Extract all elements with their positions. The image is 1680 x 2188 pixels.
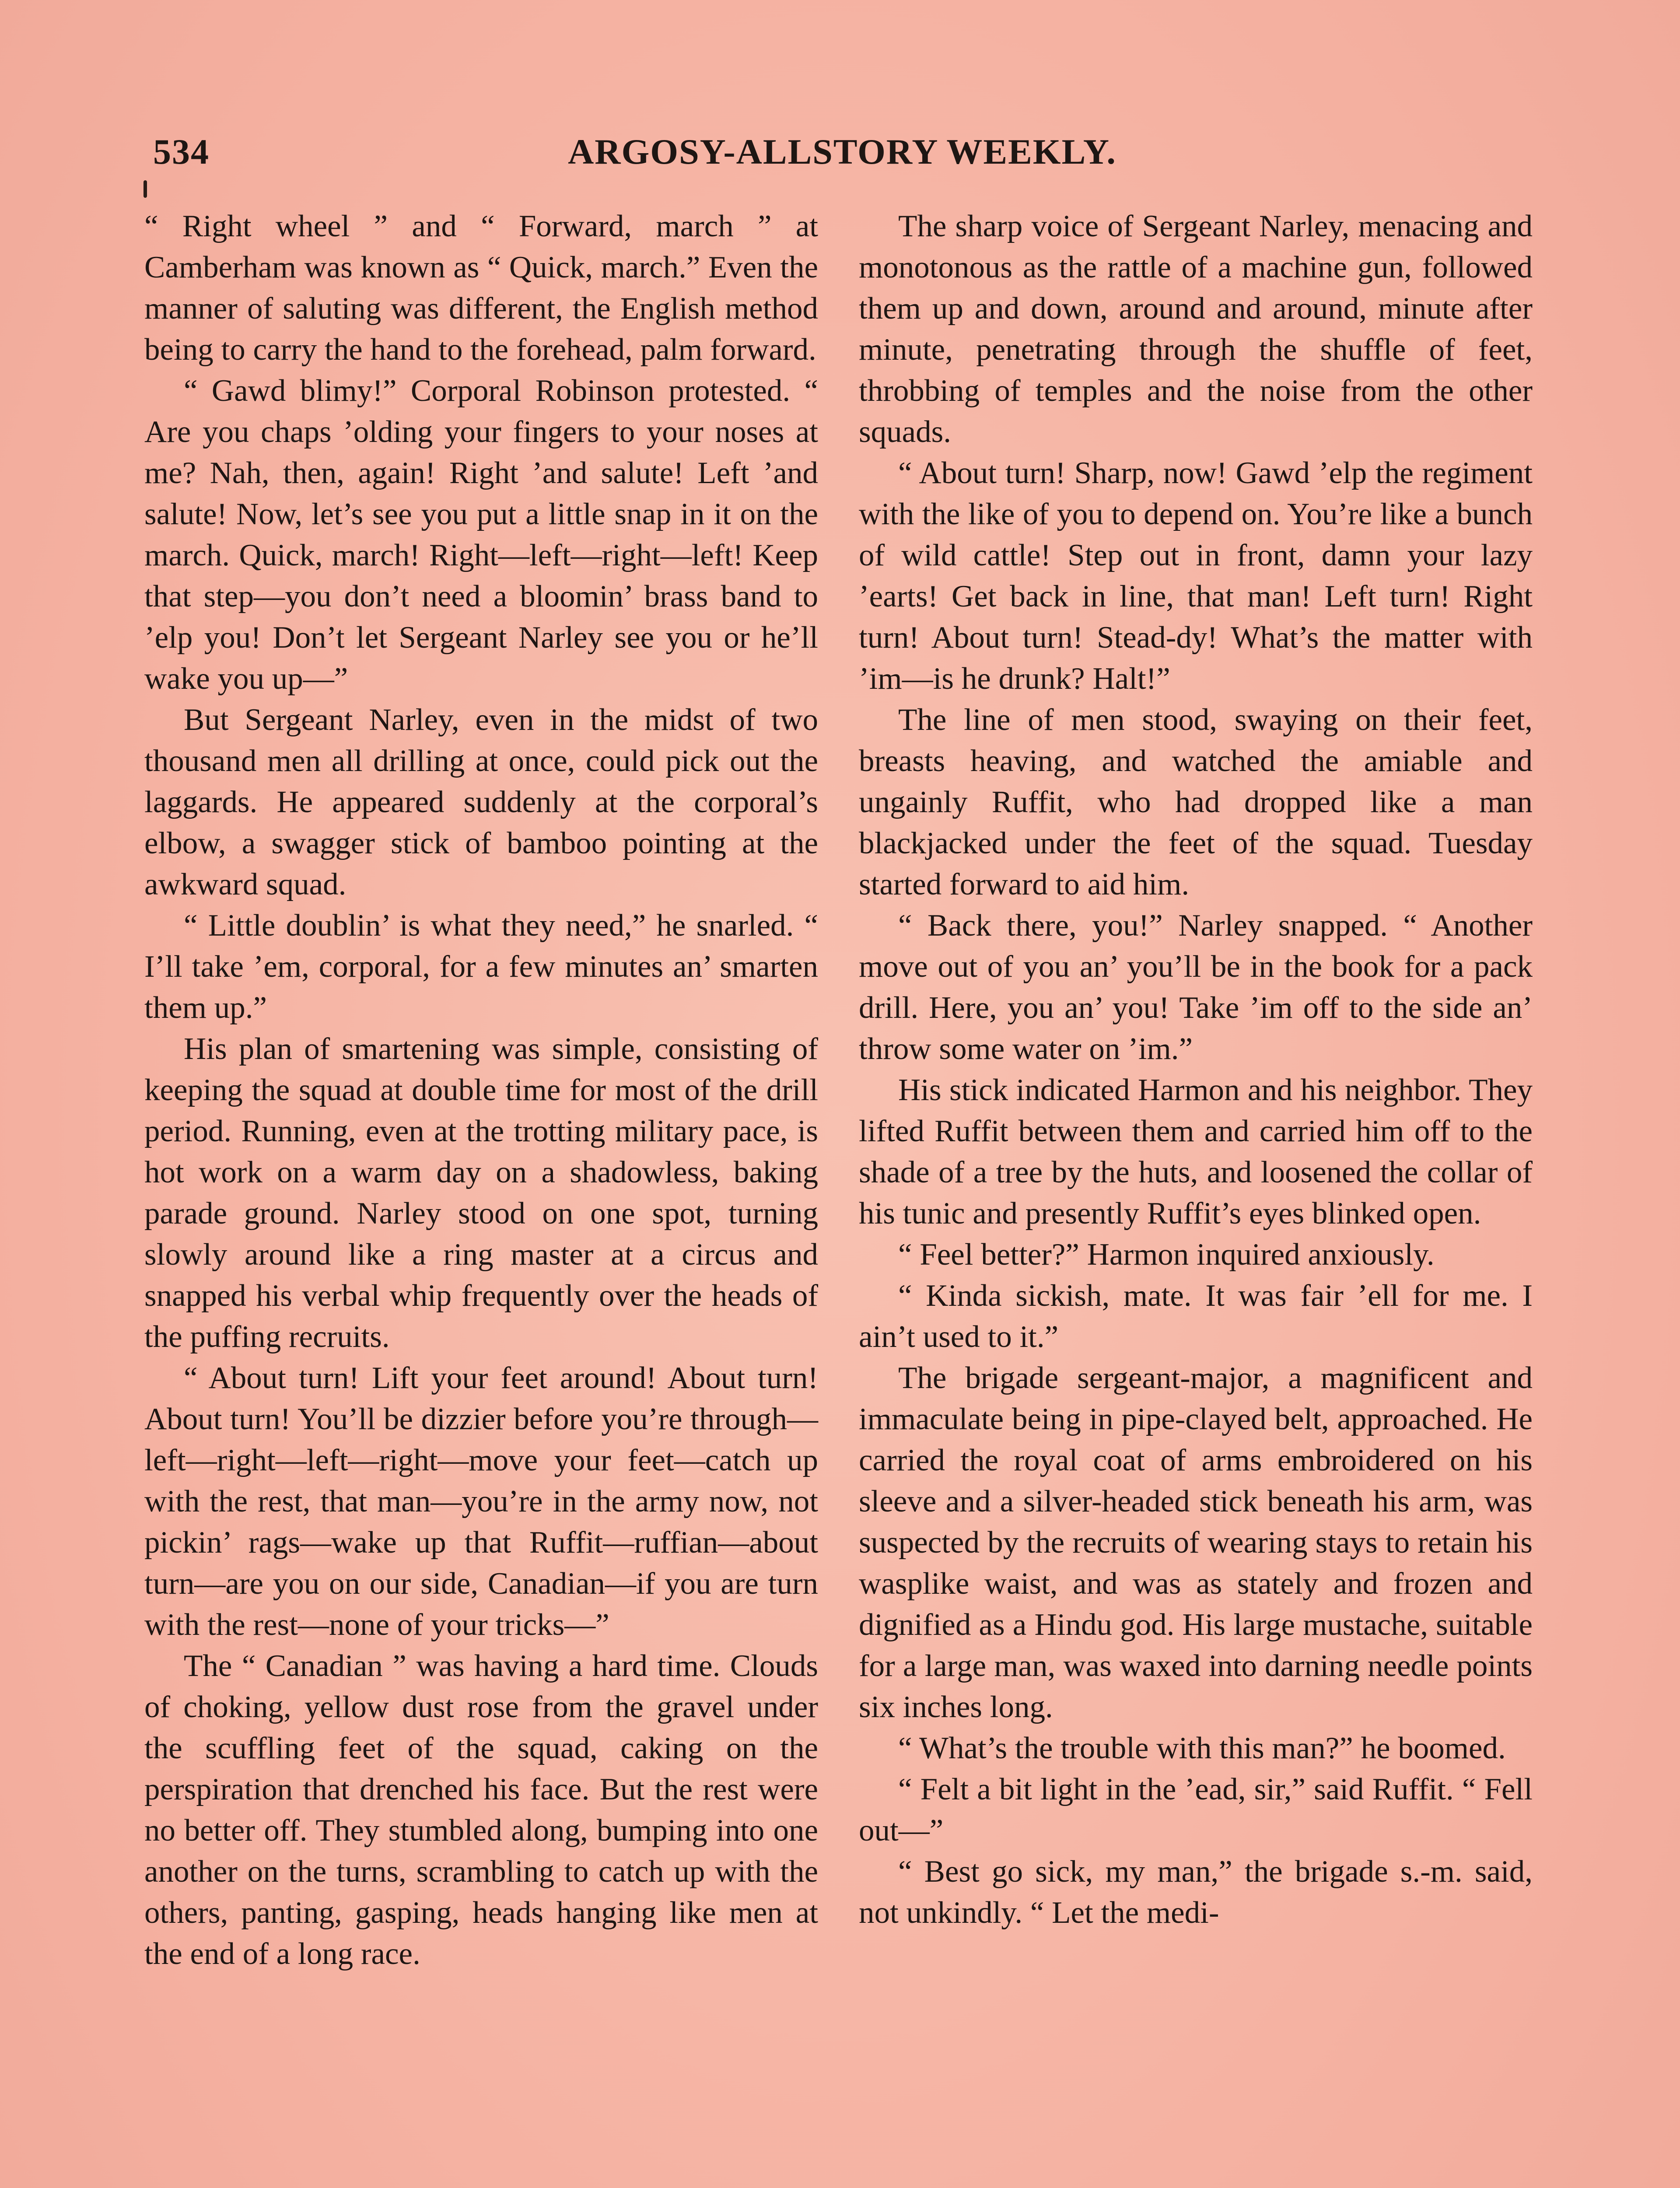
paragraph: “ Back there, you!” Narley snapped. “ Another move out of you an’ you’ll be in the book for a pack drill. Here, you an’ you! Take ’im off to the side an’ throw some water on ’im.” xyxy=(859,908,1533,1066)
paragraph: The line of men stood, swaying on their feet, breasts heaving, and watched the amiable and ungainly Ruffit, who had dropped like a man blackjacked under the feet of the squad. Tuesday started forward to aid him. xyxy=(859,703,1533,901)
paragraph: “ Felt a bit light in the ’ead, sir,” said Ruffit. “ Fell out—” xyxy=(859,1772,1533,1848)
page-header xyxy=(144,131,1540,179)
paragraph: But Sergeant Narley, even in the midst of two thousand men all drilling at once, could pick out the laggards. He appeared suddenly at the corporal’s elbow, a swagger stick of bamboo pointing at the awkward squad. xyxy=(144,703,818,901)
print-mark xyxy=(144,180,147,198)
paragraph: The brigade sergeant-major, a magnificent and immaculate being in pipe-clayed belt, approached. He carried the royal coat of arms embroidered on his sleeve and a silver-headed stick beneath his arm, was suspected by the recruits of wearing stays to retain his wasplike waist, and was as stately and frozen and dignified as a Hindu god. His large mustache, suitable for a large man, was waxed into darning needle points six inches long. xyxy=(859,1361,1533,1724)
paragraph: “ About turn! Lift your feet around! About turn! About turn! You’ll be dizzier before you’re through—left—right—left—right—move your feet—catch up with the rest, that man—you’re in the army now, not pickin’ rags—wake up that Ruffit—ruffian—about turn—are you on our side, Canadian—if you are turn with the rest—none of your tricks—” xyxy=(144,1361,818,1642)
paragraph: “ Gawd blimy!” Corporal Robinson protested. “ Are you chaps ’olding your fingers to your noses at me? Nah, then, again! Right ’and salute! Left ’and salute! Now, let’s see you put a little snap in it on the march. Quick, march! Right—left—right—left! Keep that step—you don’t need a bloomin’ brass band to ’elp you! Don’t let Sergeant Narley see you or he’ll wake you up—” xyxy=(144,374,818,696)
paragraph: His stick indicated Harmon and his neighbor. They lifted Ruffit between them and carried him off to the shade of a tree by the huts, and loosened the collar of his tunic and presently Ruffit’s eyes blinked open. xyxy=(859,1073,1533,1231)
paragraph: “ Best go sick, my man,” the brigade s.-m. said, not unkindly. “ Let the medi- xyxy=(859,1855,1533,1930)
left-column xyxy=(144,206,818,2188)
paragraph: “ About turn! Sharp, now! Gawd ’elp the regiment with the like of you to depend on. You’re like a bunch of wild cattle! Step out in front, damn your lazy ’earts! Get back in line, that man! Left turn! Right turn! About turn! Stead-dy! What’s the matter with ’im—is he drunk? Halt!” xyxy=(859,456,1533,696)
paragraph: His plan of smartening was simple, consisting of keeping the squad at double time for most of the drill period. Running, even at the trotting military pace, is hot work on a warm day on a shadowless, baking parade ground. Narley stood on one spot, turning slowly around like a ring master at a circus and snapped his verbal whip frequently over the heads of the puffing recruits. xyxy=(144,1032,818,1354)
paragraph: The “ Canadian ” was having a hard time. Clouds of choking, yellow dust rose from the gravel under the scuffling feet of the squad, caking on the perspiration that drenched his face. But the rest were no better off. They stumbled along, bumping into one another on the turns, scrambling to catch up with the others, panting, gasping, heads hanging like men at the end of a long race. xyxy=(144,1649,818,1971)
page-number: 534 xyxy=(153,132,210,172)
paragraph: “ Little doublin’ is what they need,” he snarled. “ I’ll take ’em, corporal, for a few minutes an’ smarten them up.” xyxy=(144,908,818,1025)
paragraph: “ What’s the trouble with this man?” he boomed. xyxy=(898,1731,1506,1765)
paragraph: The sharp voice of Sergeant Narley, menacing and monotonous as the rattle of a machine gun, followed them up and down, around and around, minute after minute, penetrating through the shuffle of feet, throbbing of temples and the noise from the other squads. xyxy=(859,209,1533,449)
running-title: ARGOSY-ALLSTORY WEEKLY. xyxy=(568,132,1116,172)
paragraph: “ Kinda sickish, mate. It was fair ’ell for me. I ain’t used to it.” xyxy=(859,1279,1533,1354)
right-column xyxy=(859,206,1533,2188)
paragraph: “ Feel better?” Harmon inquired anxiously. xyxy=(898,1238,1435,1272)
paragraph: “ Right wheel ” and “ Forward, march ” at Camberham was known as “ Quick, march.” Even the manner of saluting was different, the English method being to carry the hand to the forehead, palm forward. xyxy=(144,209,818,367)
